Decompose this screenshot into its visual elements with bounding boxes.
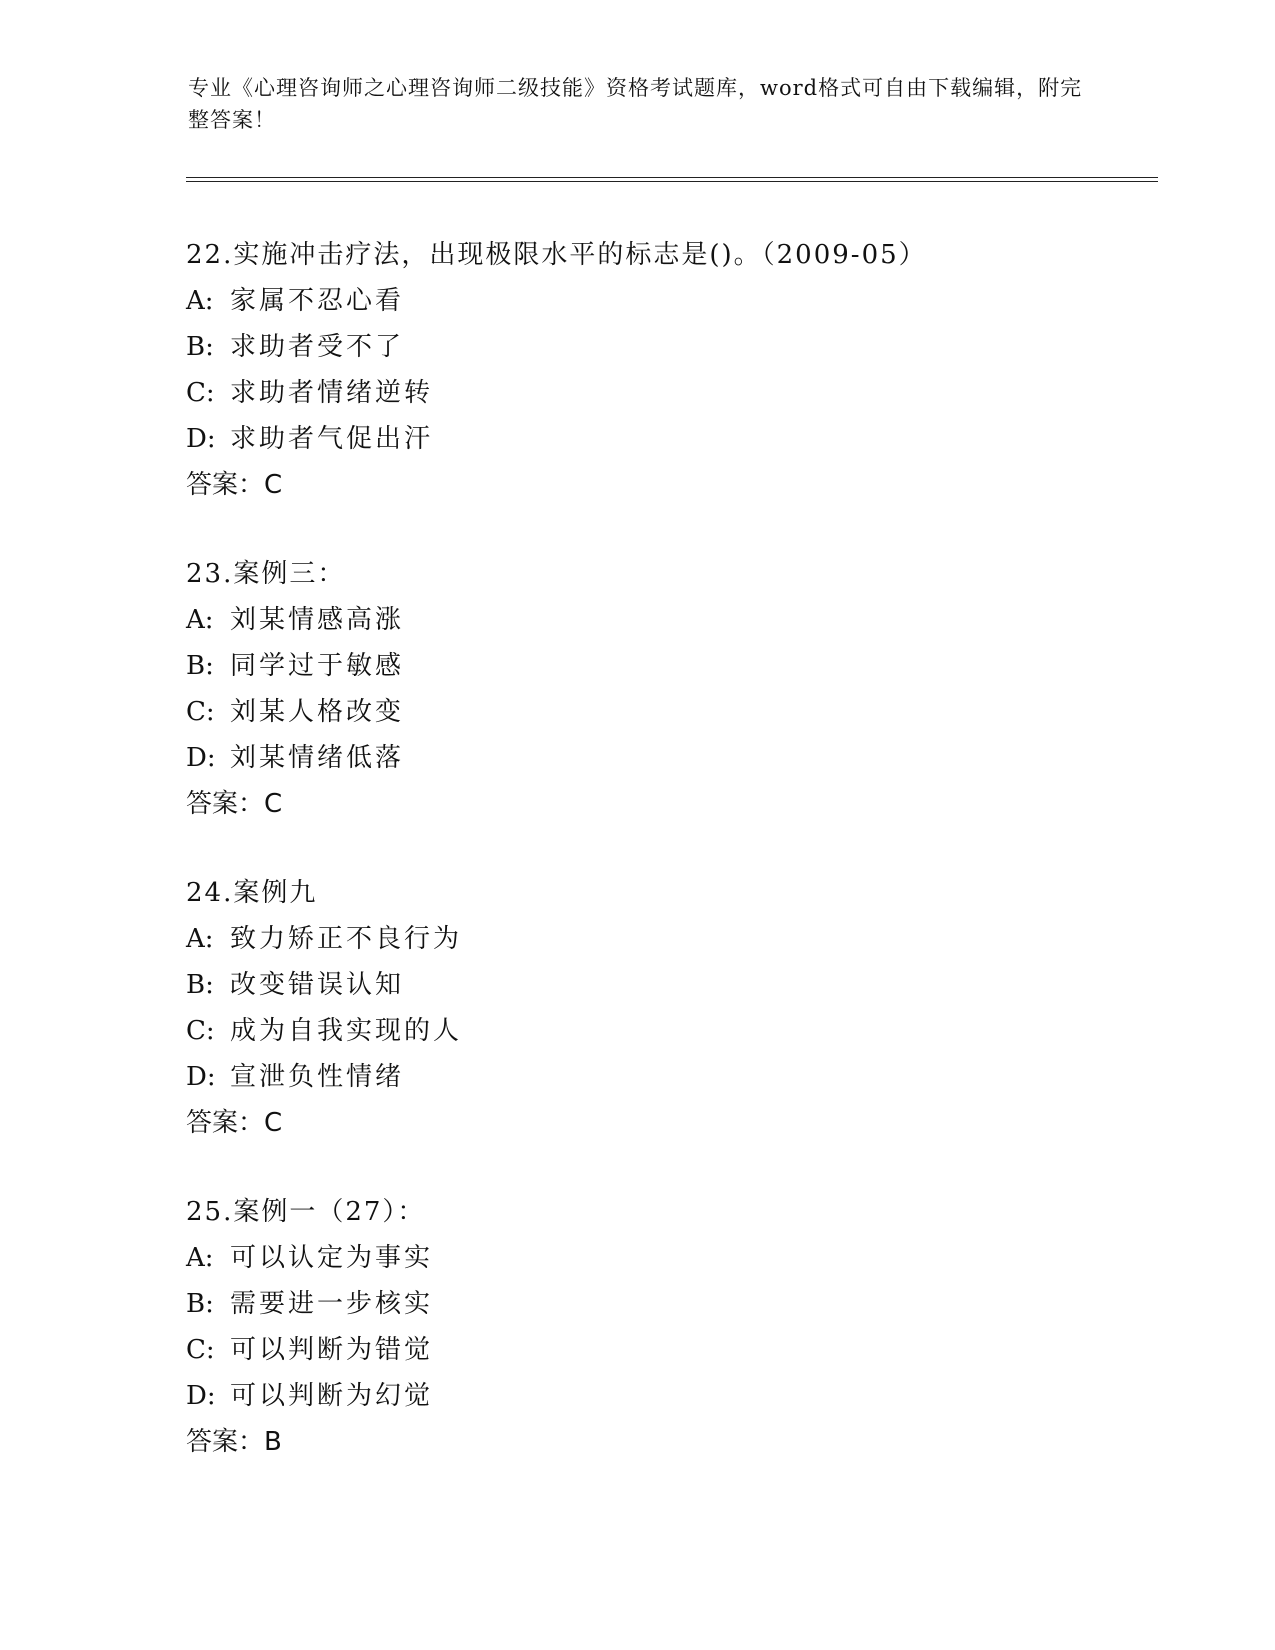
option-key: B: <box>186 1289 214 1319</box>
option-c <box>186 1008 1186 1054</box>
option-c <box>186 1327 1186 1373</box>
answer-line: 答案：C <box>186 789 283 819</box>
option-text: 刘某人格改变 <box>230 697 405 727</box>
option-text: 同学过于敏感 <box>230 651 405 681</box>
question-block <box>186 551 1186 827</box>
option-text: 成为自我实现的人 <box>230 1016 463 1046</box>
option-key: A: <box>186 286 214 316</box>
option-d <box>186 735 1186 781</box>
option-key: D: <box>186 424 216 454</box>
option-c <box>186 689 1186 735</box>
option-text: 求助者受不了 <box>230 332 405 362</box>
option-key: D: <box>186 1062 216 1092</box>
option-a <box>186 916 1186 962</box>
answer-line: 答案：B <box>186 1427 282 1457</box>
option-text: 可以认定为事实 <box>230 1243 434 1273</box>
option-text: 求助者情绪逆转 <box>230 378 434 408</box>
option-key: D: <box>186 1381 216 1411</box>
option-key: B: <box>186 970 214 1000</box>
question-title: 22.实施冲击疗法，出现极限水平的标志是()。（2009-05） <box>186 240 927 270</box>
answer-line: 答案：C <box>186 1108 283 1138</box>
option-key: C: <box>186 1016 215 1046</box>
option-text: 改变错误认知 <box>230 970 405 1000</box>
question-block <box>186 232 1186 508</box>
question-title: 25.案例一（27）： <box>186 1197 426 1227</box>
question-title: 24.案例九 <box>186 878 318 908</box>
option-d <box>186 1373 1186 1419</box>
option-c <box>186 370 1186 416</box>
option-key: A: <box>186 1243 214 1273</box>
option-text: 致力矫正不良行为 <box>230 924 463 954</box>
question-block <box>186 1189 1186 1465</box>
option-a <box>186 597 1186 643</box>
option-text: 求助者气促出汗 <box>230 424 434 454</box>
header-divider <box>186 177 1158 182</box>
option-d <box>186 1054 1186 1100</box>
option-text: 刘某情感高涨 <box>230 605 405 635</box>
option-d <box>186 416 1186 462</box>
option-b <box>186 643 1186 689</box>
question-block <box>186 870 1186 1146</box>
option-text: 刘某情绪低落 <box>230 743 405 773</box>
option-text: 需要进一步核实 <box>230 1289 434 1319</box>
option-b <box>186 1281 1186 1327</box>
option-text: 家属不忍心看 <box>230 286 405 316</box>
option-text: 可以判断为幻觉 <box>230 1381 434 1411</box>
option-b <box>186 324 1186 370</box>
option-key: C: <box>186 697 215 727</box>
option-a <box>186 1235 1186 1281</box>
option-text: 可以判断为错觉 <box>230 1335 434 1365</box>
answer-line: 答案：C <box>186 470 283 500</box>
option-key: D: <box>186 743 216 773</box>
option-key: A: <box>186 924 214 954</box>
option-text: 宣泄负性情绪 <box>230 1062 405 1092</box>
option-key: B: <box>186 332 214 362</box>
header-note: 专业《心理咨询师之心理咨询师二级技能》资格考试题库，word格式可自由下载编辑，附完整答案！ <box>188 76 1083 132</box>
option-key: A: <box>186 605 214 635</box>
question-title: 23.案例三： <box>186 559 346 589</box>
option-a <box>186 278 1186 324</box>
option-key: C: <box>186 378 215 408</box>
option-key: C: <box>186 1335 215 1365</box>
option-b <box>186 962 1186 1008</box>
option-key: B: <box>186 651 214 681</box>
